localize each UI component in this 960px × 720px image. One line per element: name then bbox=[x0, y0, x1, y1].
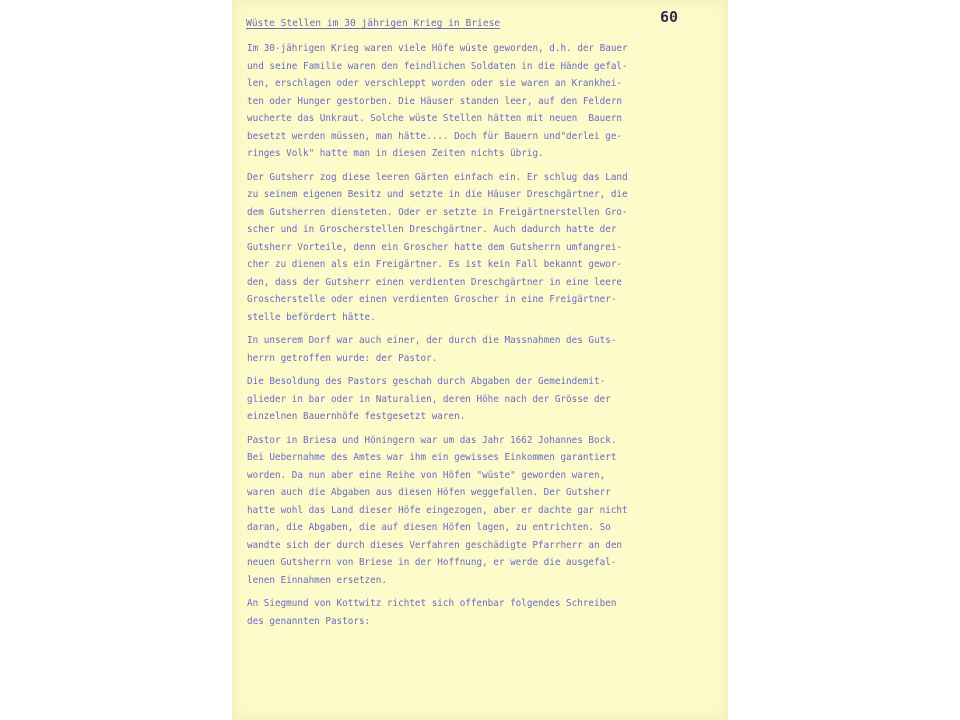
text-line: wandte sich der durch dieses Verfahren geschädigte Pfarrherr an den bbox=[247, 539, 623, 551]
text-line: herrn getroffen wurde: der Pastor. bbox=[247, 352, 438, 364]
text-line: Im 30-jährigen Krieg waren viele Höfe wüste geworden, d.h. der Bauer bbox=[247, 43, 628, 54]
text-line: lenen Einnahmen ersetzen. bbox=[247, 574, 387, 586]
text-line: einzelnen Bauernhöfe festgesetzt waren. bbox=[247, 411, 466, 422]
text-line: des genannten Pastors: bbox=[247, 615, 371, 627]
text-line: An Siegmund von Kottwitz richtet sich offenbar folgendes Schreiben bbox=[247, 598, 617, 609]
text-line: waren auch die Abgaben aus diesen Höfen weggefallen. Der Gutsherr bbox=[247, 487, 611, 498]
text-line: len, erschlagen oder verschleppt worden oder sie waren an Krankhei- bbox=[247, 78, 623, 89]
text-line: wucherte das Unkraut. Solche wüste Stellen hätten mit neuen Bauern bbox=[247, 113, 623, 124]
page-heading: Wüste Stellen im 30 jährigen Krieg in Briese bbox=[246, 18, 501, 29]
text-line: den, dass der Gutsherr einen verdienten Dreschgärtner in eine leere bbox=[247, 276, 623, 288]
text-line: dem Gutsherren diensteten. Oder er setzte in Freigärtnerstellen Gro- bbox=[247, 206, 628, 218]
text-line: stelle befördert hätte. bbox=[247, 311, 376, 323]
text-line: besetzt werden müssen, man hätte.... Doch für Bauern und"derlei ge- bbox=[247, 130, 623, 142]
paragraph bbox=[247, 595, 702, 630]
text-line: daran, die Abgaben, die auf diesen Höfen lagen, zu entrichten. So bbox=[247, 522, 611, 533]
text-line: Die Besoldung des Pastors geschah durch Abgaben der Gemeindemit- bbox=[247, 376, 606, 387]
text-line: worden. Da nun aber eine Reihe von Höfen "wüste" geworden waren, bbox=[247, 469, 606, 481]
text-line: Groscherstelle oder einen verdienten Groscher in eine Freigärtner- bbox=[247, 294, 617, 305]
text-line: glieder in bar oder in Naturalien, deren Höhe nach der Grösse der bbox=[247, 393, 611, 405]
text-line: Bei Uebernahme des Amtes war ihm ein gewisses Einkommen garantiert bbox=[247, 452, 617, 463]
paragraph bbox=[247, 40, 702, 163]
text-line: Pastor in Briesa und Höningern war um das Jahr 1662 Johannes Bock. bbox=[247, 434, 617, 446]
text-line: und seine Familie waren den feindlichen Soldaten in die Hände gefal- bbox=[247, 60, 628, 72]
paragraph bbox=[247, 332, 702, 367]
text-line: zu seinem eigenen Besitz und setzte in die Häuser Dreschgärtner, die bbox=[247, 189, 628, 200]
paragraph bbox=[247, 432, 702, 590]
text-line: Der Gutsherr zog diese leeren Gärten einfach ein. Er schlug das Land bbox=[247, 171, 628, 183]
text-line: In unserem Dorf war auch einer, der durch die Massnahmen des Guts- bbox=[247, 335, 617, 346]
text-line: ringes Volk" hatte man in diesen Zeiten nichts übrig. bbox=[247, 148, 544, 159]
document-body bbox=[247, 40, 702, 636]
text-line: cher zu dienen als ein Freigärtner. Es ist kein Fall bekannt gewor- bbox=[247, 259, 623, 270]
text-line: scher und in Groscherstellen Dreschgärtner. Auch dadurch hatte der bbox=[247, 224, 617, 235]
text-line: Gutsherr Vorteile, denn ein Groscher hatte dem Gutsherrn umfangrei- bbox=[247, 241, 623, 253]
paragraph bbox=[247, 169, 702, 327]
text-line: neuen Gutsherrn von Briese in der Hoffnung, er werde die ausgefal- bbox=[247, 557, 617, 568]
text-line: ten oder Hunger gestorben. Die Häuser standen leer, auf den Feldern bbox=[247, 95, 623, 107]
paragraph bbox=[247, 373, 702, 426]
text-line: hatte wohl das Land dieser Höfe eingezogen, aber er dachte gar nicht bbox=[247, 504, 628, 516]
page-number: 60 bbox=[660, 8, 679, 26]
